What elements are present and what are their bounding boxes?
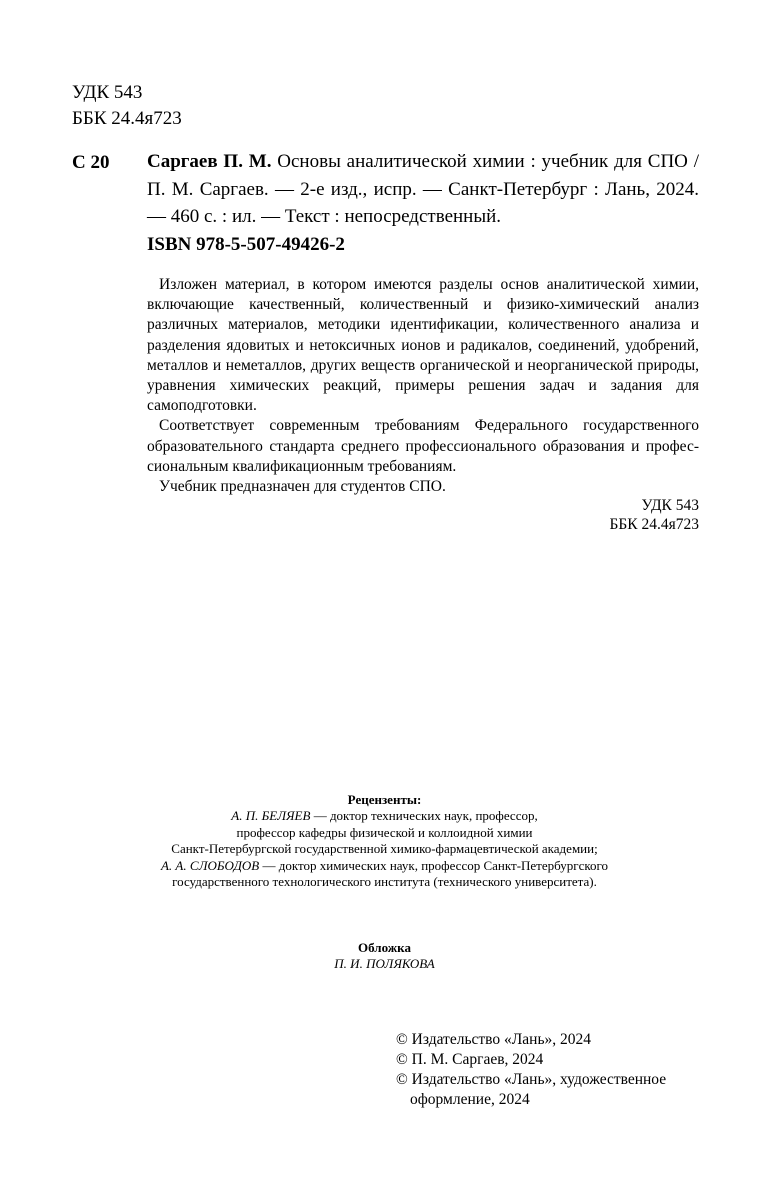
annotation (147, 275, 699, 497)
bibliographic-record (147, 148, 699, 231)
copyright-publisher: © Издательство «Лань», 2024 (396, 1031, 592, 1048)
reviewer-second-credentials: — доктор химических наук, профессор Санкт-Петербургского (259, 857, 609, 873)
reviewer-first-credentials: — доктор технических наук, профессор, (310, 808, 538, 824)
cover-designer: П. И. ПОЛЯКОВА (334, 956, 435, 972)
copyright-block (396, 1030, 666, 1110)
copyright-design: © Издательство «Лань», художественное (396, 1071, 667, 1088)
reviewer-first-line (0, 808, 769, 824)
isbn: ISBN 978-5-507-49426-2 (147, 234, 345, 255)
record-description: Основы аналитической химии : учебник для СПО / П. М. Саргаев. — 2-е изд., испр. — Санкт-Петербург : Лань, 2024. — 460 с. : ил. — Текст : непосредственный. (147, 151, 700, 227)
annotation-classification (609, 496, 699, 534)
annotation-udk: УДК 543 (641, 497, 699, 514)
annotation-paragraph: Учебник предназначен для студентов СПО. (159, 478, 446, 496)
header-classification (72, 80, 182, 132)
cover-heading: Обложка (358, 940, 411, 955)
copyright-design-cont: оформление, 2024 (410, 1091, 530, 1108)
header-udk: УДК 543 (72, 82, 143, 103)
reviewers-block (0, 792, 769, 890)
copyright-author: © П. М. Саргаев, 2024 (396, 1051, 544, 1068)
annotation-bbk: ББК 24.4я723 (609, 516, 699, 533)
record-author: Саргаев П. М. (147, 151, 272, 172)
annotation-paragraph: Изложен материал, в котором имеются разделы основ аналитической химии, включающие качественный, количественный и физико-химический анализ различных материалов, методики идентификации, количественного анализа и разделения ядовитых и нетоксичных ионов и радикалов, соединений, удобрений, металлов и неметаллов, других веществ органической и неорганической природы, уравнения химических реакций, примеры решения задач и задания для самоподготовки. (147, 276, 699, 415)
reviewer-second-name: А. А. СЛОБОДОВ (160, 857, 260, 873)
reviewer-second-institution: государственного технологического института (технического университета). (172, 874, 597, 890)
author-code: С 20 (72, 152, 110, 173)
cover-credit (0, 940, 769, 973)
annotation-paragraph: Соответствует современным требованиям Федерального государственного образовательного стандарта среднего профессионального образования и профессиональным квалификационным требованиям. (147, 417, 699, 475)
reviewer-first-institution: Санкт-Петербургской государственной химико-фармацевтической академии; (171, 841, 598, 857)
reviewers-heading: Рецензенты: (347, 792, 422, 807)
header-bbk: ББК 24.4я723 (72, 108, 182, 129)
reviewer-second-line (0, 858, 769, 874)
reviewer-first-position: профессор кафедры физической и коллоидной химии (236, 824, 533, 840)
reviewer-first-name: А. П. БЕЛЯЕВ (231, 808, 311, 824)
